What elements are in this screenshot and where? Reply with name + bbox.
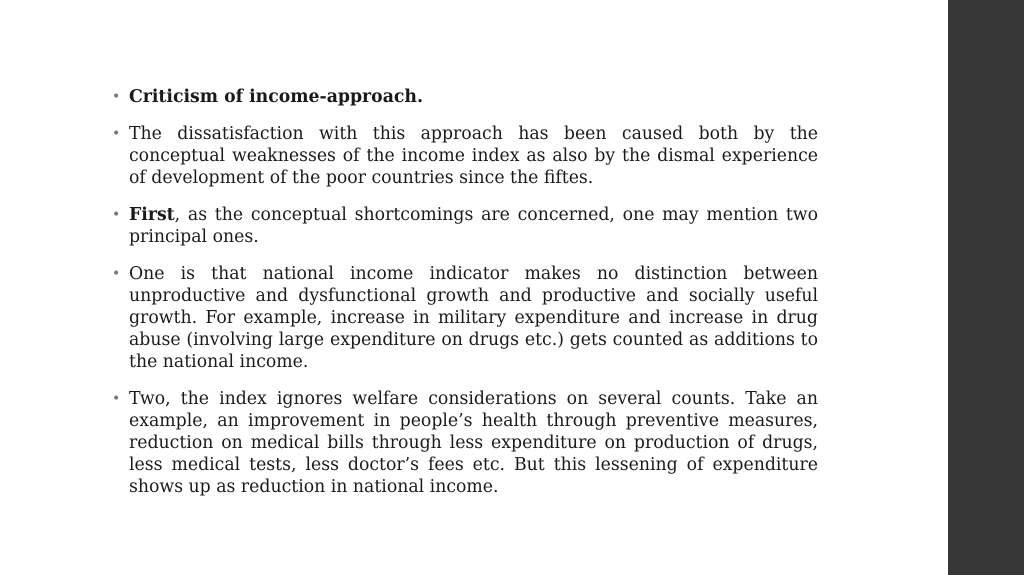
bullet-criticism-heading — [112, 86, 818, 108]
bullet-list — [112, 86, 818, 513]
decorative-side-bar — [948, 0, 1024, 575]
section-heading: Criticism of income-approach. — [129, 87, 423, 107]
bullet-one — [112, 263, 818, 373]
bullet-dissatisfaction — [112, 123, 818, 189]
bullet-first — [112, 204, 818, 248]
bullet-text: Two, the index ignores welfare considerations on several counts. Take an example, an improvement in people’s health through preventive measures, reduction on medical bills through less expenditure on production of drugs, less medical tests, less doctor’s fees etc. But this lessening of expenditure shows up as reduction in national income. — [129, 389, 818, 497]
bullet-text: One is that national income indicator makes no distinction between unproductive and dysfunctional growth and productive and socially useful growth. For example, increase in military expenditure and increase in drug abuse (involving large expenditure on drugs etc.) gets counted as additions to the national income. — [129, 264, 818, 372]
bullet-text: The dissatisfaction with this approach has been caused both by the conceptual weaknesses of the income index as also by the dismal experience of development of the poor countries since the fiftes. — [129, 124, 818, 188]
bullet-lead-word: First — [129, 205, 175, 225]
bullet-text: , as the conceptual shortcomings are concerned, one may mention two principal ones. — [129, 205, 818, 247]
bullet-two — [112, 388, 818, 498]
